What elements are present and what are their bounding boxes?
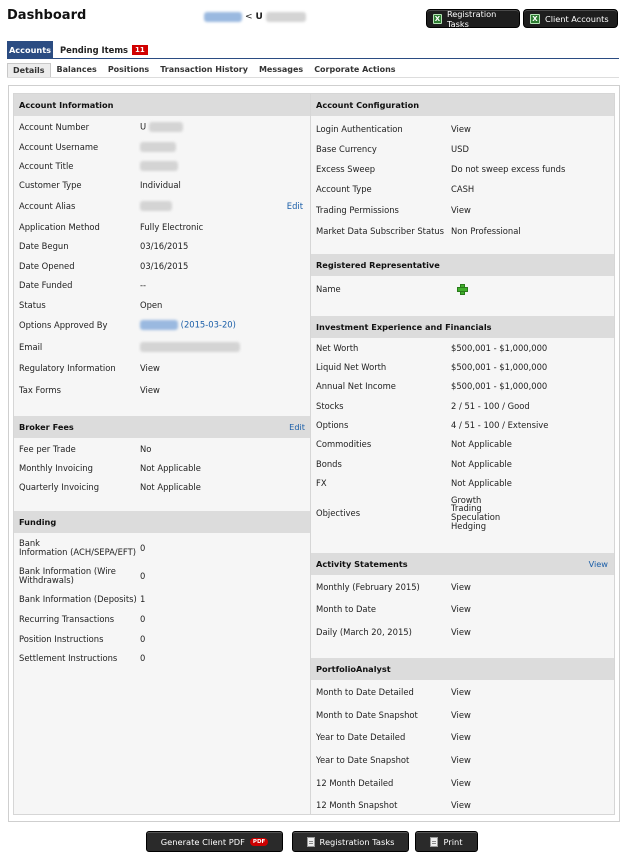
objective-item: Growth <box>451 494 482 505</box>
options-approved-row <box>19 319 306 331</box>
field-label: Monthly (February 2015) <box>316 581 420 592</box>
field-value: 03/16/2015 <box>140 260 189 271</box>
quarterly-invoicing-row <box>19 481 306 493</box>
objective-item: Trading <box>451 503 482 514</box>
pa-mtd-detailed-view-link[interactable]: View <box>451 686 471 697</box>
account-configuration-header <box>311 94 614 116</box>
objectives-list <box>451 496 500 530</box>
options-approved-date: (2015-03-20) <box>180 319 236 330</box>
pa-ytd-snapshot-view-link[interactable]: View <box>451 754 471 765</box>
subtab-transaction-history[interactable]: Transaction History <box>160 65 248 74</box>
mtd-statement-view-link[interactable]: View <box>451 603 471 614</box>
field-label: Settlement Instructions <box>19 652 118 663</box>
net-worth-row <box>316 342 609 354</box>
section-title: Account Configuration <box>316 100 420 110</box>
subtab-positions[interactable]: Positions <box>107 65 150 74</box>
date-begun-row <box>19 240 306 252</box>
field-label: Month to Date <box>316 603 376 614</box>
field-value: 0 <box>140 652 146 663</box>
field-value: 1 <box>140 593 146 604</box>
field-value: $500,001 - $1,000,000 <box>451 342 548 353</box>
field-label: Login Authentication <box>316 123 403 134</box>
pending-count-badge: 11 <box>132 45 148 55</box>
section-title: Registered Representative <box>316 260 440 270</box>
pa-12m-detailed-row <box>316 777 609 789</box>
excel-icon: X <box>530 14 540 24</box>
field-label: Date Begun <box>19 240 69 251</box>
field-value: Individual <box>140 179 181 190</box>
bank-wire-row <box>19 566 306 586</box>
annual-net-income-row <box>316 380 609 392</box>
pa-12m-detailed-view-link[interactable]: View <box>451 777 471 788</box>
field-label: Year to Date Detailed <box>316 731 406 742</box>
field-value <box>140 320 236 330</box>
subtab-corporate-actions[interactable]: Corporate Actions <box>314 65 396 74</box>
section-title: PortfolioAnalyst <box>316 664 391 674</box>
field-value: 03/16/2015 <box>140 240 189 251</box>
field-label: 12 Month Snapshot <box>316 799 398 810</box>
breadcrumb-separator: < <box>245 12 253 22</box>
field-label: Net Worth <box>316 342 359 353</box>
right-column <box>310 93 615 815</box>
excel-icon: X <box>434 14 441 23</box>
mtd-statement-row <box>316 603 609 615</box>
field-label: Month to Date Detailed <box>316 686 414 697</box>
options-row <box>316 419 609 431</box>
field-value: Do not sweep excess funds <box>451 163 566 174</box>
field-value: Not Applicable <box>451 438 512 449</box>
field-label: Month to Date Snapshot <box>316 709 418 720</box>
field-label: Regulatory Information <box>19 362 116 373</box>
fee-per-trade-row <box>19 443 306 455</box>
field-label: Account Type <box>316 183 372 194</box>
label-line: Bank <box>19 538 41 548</box>
label-line: Bank Information (Wire <box>19 566 116 576</box>
field-label: Liquid Net Worth <box>316 361 387 372</box>
commodities-row <box>316 438 609 450</box>
label-line: Withdrawals) <box>19 575 74 585</box>
field-value: Non Professional <box>451 225 521 236</box>
approver-link[interactable] <box>140 320 178 330</box>
portfolioanalyst-header <box>311 658 614 680</box>
field-label: Commodities <box>316 438 372 449</box>
regulatory-info-row <box>19 362 306 374</box>
field-label: Options Approved By <box>19 319 108 330</box>
bank-deposits-row <box>19 593 306 605</box>
field-label: Position Instructions <box>19 633 104 644</box>
date-opened-row <box>19 260 306 272</box>
generate-client-pdf-button[interactable] <box>146 831 283 852</box>
details-panel <box>8 85 620 822</box>
document-icon <box>307 837 315 847</box>
edit-alias-link[interactable]: Edit <box>286 201 303 211</box>
field-value: $500,001 - $1,000,000 <box>451 361 548 372</box>
activity-statements-view-link[interactable]: View <box>588 559 608 569</box>
field-value <box>140 122 183 132</box>
trading-permissions-row <box>316 204 609 216</box>
application-method-row <box>19 221 306 233</box>
bank-ach-row <box>19 538 306 558</box>
field-label: Tax Forms <box>19 384 61 395</box>
redacted-value <box>140 201 172 211</box>
field-value: Not Applicable <box>140 462 201 473</box>
label-line: Information (ACH/SEPA/EFT) <box>19 547 136 557</box>
daily-statement-view-link[interactable]: View <box>451 626 471 637</box>
field-value: 0 <box>140 633 146 644</box>
field-label: Excess Sweep <box>316 163 376 174</box>
client-accounts-button[interactable] <box>523 9 618 28</box>
section-title: Investment Experience and Financials <box>316 322 492 332</box>
field-label: Name <box>316 283 341 294</box>
field-label: Bonds <box>316 458 342 469</box>
tax-forms-view-link[interactable]: View <box>140 384 160 395</box>
pa-12m-snapshot-view-link[interactable]: View <box>451 799 471 810</box>
tab-pending-items[interactable] <box>60 41 148 58</box>
account-number-row <box>19 121 306 133</box>
field-value: USD <box>451 143 469 154</box>
field-label: Stocks <box>316 400 344 411</box>
monthly-statement-view-link[interactable]: View <box>451 581 471 592</box>
field-label: FX <box>316 477 327 488</box>
subtab-bar <box>7 62 619 78</box>
excess-sweep-row <box>316 163 609 175</box>
regulatory-view-link[interactable]: View <box>140 362 160 373</box>
breadcrumb <box>204 12 306 22</box>
customer-type-row <box>19 179 306 191</box>
add-representative-icon[interactable] <box>457 284 468 295</box>
investment-experience-header <box>311 316 614 338</box>
pdf-icon: PDF <box>250 838 268 846</box>
pa-ytd-detailed-row <box>316 731 609 743</box>
field-value <box>140 142 176 152</box>
bonds-row <box>316 458 609 470</box>
left-column <box>13 93 312 815</box>
generate-pdf-label: Generate Client PDF <box>160 836 245 847</box>
stocks-row <box>316 400 609 412</box>
field-label: Account Username <box>19 141 99 152</box>
field-value <box>140 201 172 211</box>
field-label: Trading Permissions <box>316 204 399 215</box>
subtab-balances[interactable]: Balances <box>56 65 97 74</box>
pa-mtd-detailed-row <box>316 686 609 698</box>
subtab-messages[interactable]: Messages <box>258 65 304 74</box>
section-title: Account Information <box>19 100 114 110</box>
field-value: -- <box>140 279 147 290</box>
registration-tasks-footer-button[interactable] <box>292 831 409 852</box>
field-label: Fee per Trade <box>19 443 76 454</box>
pa-12m-snapshot-row <box>316 799 609 811</box>
redacted-value <box>140 161 178 171</box>
account-username-row <box>19 141 306 153</box>
registration-tasks-button[interactable] <box>426 9 520 28</box>
activity-statements-header <box>311 553 614 575</box>
trading-permissions-view-link[interactable]: View <box>451 204 471 215</box>
field-value: No <box>140 443 152 454</box>
field-label: Account Number <box>19 121 90 132</box>
broker-fees-header <box>14 416 311 438</box>
field-label: Market Data Subscriber Status <box>316 225 445 236</box>
client-accounts-label: Client Accounts <box>545 13 609 24</box>
recurring-transactions-row <box>19 613 306 625</box>
settlement-instructions-row <box>19 652 306 664</box>
field-label: Application Method <box>19 221 100 232</box>
field-label: Quarterly Invoicing <box>19 481 100 492</box>
breadcrumb-account-prefix: U <box>255 12 263 22</box>
field-label: Daily (March 20, 2015) <box>316 626 412 637</box>
rep-name-row <box>316 283 609 295</box>
field-label: Date Funded <box>19 279 73 290</box>
field-value: $500,001 - $1,000,000 <box>451 380 548 391</box>
field-value: Not Applicable <box>451 477 512 488</box>
section-title: Funding <box>19 517 57 527</box>
position-instructions-row <box>19 633 306 645</box>
breadcrumb-advisor-link[interactable] <box>204 12 242 22</box>
tab-divider <box>7 58 619 59</box>
pa-mtd-snapshot-view-link[interactable]: View <box>451 709 471 720</box>
field-value: 0 <box>140 570 146 581</box>
field-value: Not Applicable <box>451 458 512 469</box>
field-label: Customer Type <box>19 179 82 190</box>
login-auth-row <box>316 123 609 135</box>
redacted-value <box>140 142 176 152</box>
pa-mtd-snapshot-row <box>316 709 609 721</box>
field-label <box>19 567 116 585</box>
daily-statement-row <box>316 626 609 638</box>
field-label: Options <box>316 419 349 430</box>
field-value: Open <box>140 299 163 310</box>
liquid-net-worth-row <box>316 361 609 373</box>
email-row <box>19 341 306 353</box>
redacted-email <box>140 342 240 352</box>
field-value: Not Applicable <box>140 481 201 492</box>
base-currency-row <box>316 143 609 155</box>
page-title: Dashboard <box>7 8 87 23</box>
breadcrumb-account-redacted <box>266 12 306 22</box>
tax-forms-row <box>19 384 306 396</box>
field-value <box>140 161 178 171</box>
field-value <box>140 342 240 352</box>
subtab-details[interactable]: Details <box>7 63 51 77</box>
account-number-prefix: U <box>140 121 147 132</box>
monthly-invoicing-row <box>19 462 306 474</box>
account-alias-row <box>19 200 306 212</box>
objective-item: Speculation <box>451 512 501 522</box>
field-label: Annual Net Income <box>316 380 396 391</box>
field-value: 0 <box>140 613 146 624</box>
field-label: 12 Month Detailed <box>316 777 394 788</box>
field-label: Email <box>19 341 43 352</box>
registration-tasks-label: Registration Tasks <box>446 8 497 29</box>
registered-representative-header <box>311 254 614 276</box>
redacted-value <box>149 122 183 132</box>
pa-ytd-snapshot-row <box>316 754 609 766</box>
field-label: Account Alias <box>19 200 76 211</box>
funding-header <box>14 511 311 533</box>
status-row <box>19 299 306 311</box>
objectives-row <box>316 494 609 532</box>
account-title-row <box>19 160 306 172</box>
field-value: 2 / 51 - 100 / Good <box>451 400 530 411</box>
field-value: 0 <box>140 542 146 553</box>
pa-ytd-detailed-view-link[interactable]: View <box>451 731 471 742</box>
field-label: Monthly Invoicing <box>19 462 93 473</box>
field-label: Objectives <box>316 507 361 518</box>
login-auth-view-link[interactable]: View <box>451 123 471 134</box>
print-button[interactable] <box>415 831 478 852</box>
monthly-statement-row <box>316 581 609 593</box>
section-title: Broker Fees <box>19 422 74 432</box>
field-label <box>19 539 136 557</box>
fx-row <box>316 477 609 489</box>
market-data-row <box>316 225 609 237</box>
account-information-header <box>14 94 311 116</box>
field-value: 4 / 51 - 100 / Extensive <box>451 419 549 430</box>
registration-tasks-footer-label: Registration Tasks <box>319 836 395 847</box>
date-funded-row <box>19 279 306 291</box>
print-icon <box>430 837 438 847</box>
tab-pending-label: Pending Items <box>60 44 129 55</box>
field-label: Recurring Transactions <box>19 613 115 624</box>
field-label: Date Opened <box>19 260 75 271</box>
field-label: Year to Date Snapshot <box>316 754 410 765</box>
objective-item: Hedging <box>451 520 487 531</box>
section-title: Activity Statements <box>316 559 408 569</box>
tab-accounts[interactable]: Accounts <box>7 41 53 58</box>
account-type-row <box>316 183 609 195</box>
field-label: Bank Information (Deposits) <box>19 593 137 604</box>
print-label: Print <box>443 836 463 847</box>
field-label: Base Currency <box>316 143 377 154</box>
field-value: CASH <box>451 183 475 194</box>
edit-broker-fees-link[interactable]: Edit <box>289 422 305 432</box>
field-label: Account Title <box>19 160 74 171</box>
field-value: Fully Electronic <box>140 221 204 232</box>
field-label: Status <box>19 299 46 310</box>
